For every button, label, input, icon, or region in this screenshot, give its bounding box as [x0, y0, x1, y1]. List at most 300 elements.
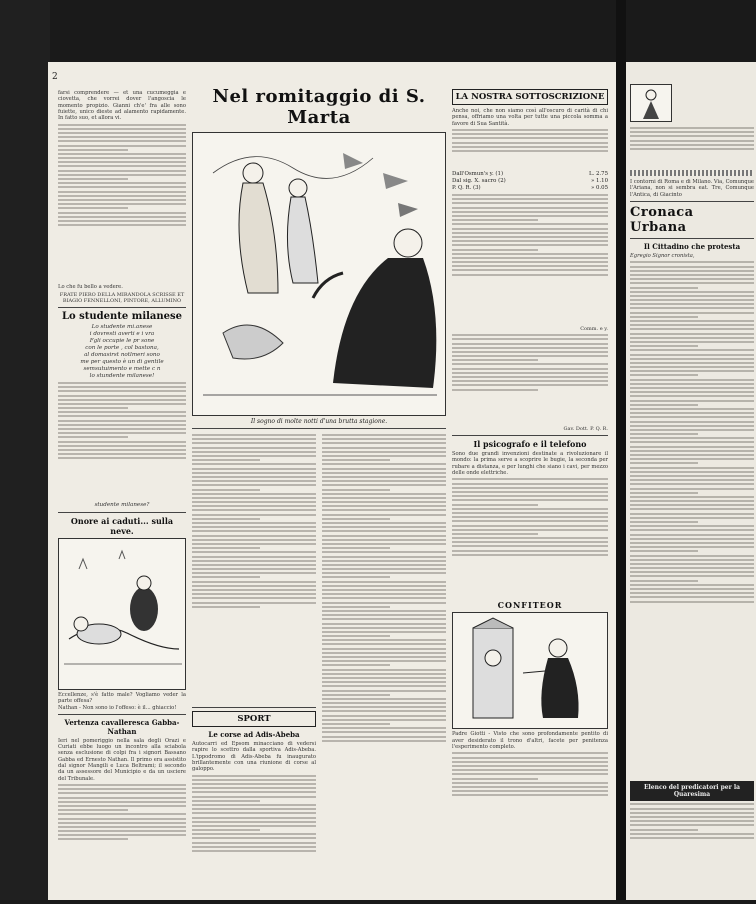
text-line: [192, 846, 316, 848]
page-number: 2: [52, 72, 58, 82]
small-figure-drawing: [631, 85, 671, 121]
text-line: [630, 287, 698, 289]
text-line: [452, 257, 608, 259]
text-line: [58, 195, 186, 197]
text-line: [630, 550, 698, 552]
cronaca-title: Cronaca Urbana: [630, 204, 694, 235]
text-line: [192, 602, 316, 604]
divider: [192, 707, 316, 708]
text-line: [452, 376, 608, 378]
middle-column: [192, 86, 446, 896]
text-line: [322, 547, 390, 549]
cartoon-illustration: [58, 538, 186, 690]
text-line: [630, 521, 698, 523]
text-line: [192, 438, 316, 440]
text-line: [192, 501, 316, 503]
text-line: [192, 539, 316, 541]
sport-heading: SPORT: [192, 711, 316, 727]
text-line: [452, 198, 608, 200]
text-line: [452, 372, 608, 374]
text-line: [630, 320, 754, 322]
text-line: [58, 182, 186, 184]
text-line: [322, 698, 446, 700]
text-line: [322, 715, 446, 717]
text-line: [322, 627, 446, 629]
text-line: [452, 508, 608, 510]
text-line: [322, 740, 446, 742]
text-line: [452, 554, 608, 556]
cartoon-title: Onore ai caduti... sulla neve.: [70, 515, 174, 536]
text-line: [452, 359, 538, 361]
text-line: [322, 652, 446, 654]
text-line: [322, 497, 446, 499]
text-line: [192, 842, 316, 844]
text-line: [452, 765, 608, 767]
cartoon-caption: Eccellenze, s'è fatto male? Vogliamo veder la parte offesa?: [58, 691, 188, 705]
text-line: [322, 463, 446, 465]
text-line: [58, 805, 186, 807]
text-line: [192, 564, 316, 566]
text-line: [630, 829, 698, 831]
text-line: [192, 585, 316, 587]
text-line: [322, 664, 390, 666]
text-line: [192, 606, 260, 608]
text-line: [192, 505, 316, 507]
text-line: [192, 547, 260, 549]
next-newspaper-page: [626, 62, 756, 900]
text-line: [630, 446, 754, 448]
cronaca-body-text: [630, 261, 754, 781]
text-line: [452, 253, 608, 255]
text-line: [322, 447, 446, 449]
text-line: [630, 833, 754, 835]
text-line: [630, 559, 754, 561]
scan-border: [0, 0, 50, 900]
text-line: [322, 556, 446, 558]
text-line: [630, 567, 754, 569]
text-line: [452, 261, 608, 263]
text-line: [452, 541, 608, 543]
text-line: [452, 499, 608, 501]
text-line: [192, 581, 316, 583]
divider: [630, 201, 754, 202]
text-line: [322, 530, 446, 532]
text-line: [452, 223, 608, 225]
newspaper-page: [48, 62, 616, 900]
text-line: [58, 124, 186, 126]
middle-text-columns: [192, 432, 446, 904]
text-line: [630, 291, 754, 293]
text-line: [192, 497, 316, 499]
text-line: [322, 581, 446, 583]
text-line: [452, 533, 538, 535]
text-line: [452, 211, 608, 213]
psycho-body-text: [452, 478, 608, 598]
text-line: [630, 563, 754, 565]
text-line: [322, 568, 446, 570]
text-line: [58, 212, 186, 214]
cronaca-subtitle: Il Cittadino che protesta: [643, 241, 741, 251]
text-line: [192, 551, 316, 553]
text-line: [452, 550, 608, 552]
text-line: [630, 144, 754, 146]
text-line: [630, 575, 754, 577]
text-line: [192, 530, 316, 532]
text-line: [58, 174, 186, 176]
text-line: [192, 825, 316, 827]
text-line: [630, 387, 754, 389]
text-line: [630, 395, 754, 397]
text-line: [322, 694, 390, 696]
text-line: [630, 337, 754, 339]
race-text: Autocarri ed Epsom minacciano di vedersi rapire lo scettro dalla sportiva Adis-Abeba. L'ippodromo di Adis-Abeba fu inaugurato brillantemente con una riunione di corse al galoppo.: [192, 741, 318, 773]
text-line: [58, 207, 128, 209]
text-line: [452, 343, 608, 345]
text-line: [452, 389, 538, 391]
text-line: [58, 428, 186, 430]
page-gutter: [616, 0, 626, 900]
text-line: [322, 723, 390, 725]
text-line: [322, 706, 446, 708]
confiteor-illustration: [452, 612, 608, 729]
text-line: [630, 416, 754, 418]
text-line: [630, 374, 698, 376]
text-line: [630, 816, 754, 818]
text-line: [58, 797, 186, 799]
text-line: [322, 648, 446, 650]
text-line: [192, 518, 260, 520]
text-line: [452, 773, 608, 775]
text-line: [630, 450, 754, 452]
text-line: [322, 635, 390, 637]
text-line: [630, 808, 754, 810]
text-line: [630, 282, 754, 284]
text-line: [322, 543, 446, 545]
dream-drawing: [193, 133, 447, 415]
text-line: [452, 782, 608, 784]
text-line: [452, 244, 608, 246]
text-line: [630, 383, 754, 385]
text-line: [630, 820, 754, 822]
text-line: [630, 580, 698, 582]
text-line: [58, 128, 186, 130]
far-right-column: [630, 84, 754, 894]
text-line: [322, 710, 446, 712]
text-line: [630, 496, 754, 498]
text-line: [452, 487, 608, 489]
letter-text-2: [452, 334, 608, 424]
cronaca-addressee: Egregio Signor cronista,: [630, 252, 695, 259]
text-line: [322, 493, 446, 495]
text-line: [322, 660, 446, 662]
text-line: [630, 362, 754, 364]
text-line: [58, 178, 128, 180]
illustration-caption: Il sogno di molte notti d'una brutta stagione.: [250, 418, 388, 425]
text-line: [192, 522, 316, 524]
text-line: [452, 790, 608, 792]
text-line: [630, 358, 754, 360]
text-line: [630, 601, 754, 603]
text-line: [58, 224, 186, 226]
text-line: [630, 592, 754, 594]
poem-text: Lo studente mi.anese i dovresti averti e i vra Fgli occupie le pr sone con le porte , col bastona, al domasirst notlmeri sono me per questo è un di gentile semsutuimento e mette c n lo stundente milanese!: [80, 323, 164, 379]
text-line: [58, 809, 128, 811]
text-line: [192, 455, 316, 457]
text-line: [58, 441, 186, 443]
text-line: [452, 215, 608, 217]
text-line: [192, 593, 316, 595]
text-line: [192, 480, 316, 482]
ad-text: I contorni di Roma e di Milano. Via, Comunque l'Ariana, non si sembra eat. Tre, Comunque l'Antica, di Giacinto: [630, 179, 756, 198]
text-line: [58, 801, 186, 803]
text-line: [58, 145, 186, 147]
text-line: [58, 407, 128, 409]
poem-body-text: [58, 382, 186, 502]
text-line: [322, 442, 446, 444]
text-line: [452, 545, 608, 547]
text-line: [58, 136, 186, 138]
text-line: [630, 140, 754, 142]
text-line: [452, 786, 608, 788]
text-line: [58, 203, 186, 205]
text-line: [630, 475, 754, 477]
text-line: [58, 220, 186, 222]
text-line: [322, 610, 446, 612]
text-line: [58, 395, 186, 397]
text-line: [58, 792, 186, 794]
text-line: [322, 451, 446, 453]
text-line: [630, 324, 754, 326]
text-line: [58, 457, 186, 459]
text-line: [630, 824, 754, 826]
text-line: [452, 529, 608, 531]
text-line: [630, 467, 754, 469]
text-line: [192, 543, 316, 545]
text-line: [322, 618, 446, 620]
text-line: [452, 334, 608, 336]
text-line: [192, 791, 316, 793]
ad-text-block: [630, 127, 754, 167]
donation-row: Dal sig. X. sacro (2) » 1.10: [452, 177, 608, 184]
psycho-title: Il psicografo e il telefono: [473, 439, 587, 450]
text-line: [630, 458, 754, 460]
text-line: [58, 165, 186, 167]
text-line: [630, 542, 754, 544]
text-line: [452, 520, 608, 522]
text-line: [630, 837, 754, 839]
text-line: [322, 505, 446, 507]
text-line: [322, 476, 446, 478]
text-line: [630, 538, 754, 540]
text-line: [452, 202, 608, 204]
subscription-intro: Anche noi, che non siamo così all'oscuro di carità di chi pensa, offriamo una volta per tutte una piccola somma a favore di Sua Santità.: [452, 108, 610, 127]
text-line: [322, 719, 446, 721]
text-line: [58, 424, 186, 426]
text-line: [630, 379, 754, 381]
text-line: [452, 761, 608, 763]
text-line: [322, 685, 446, 687]
preachers-list-box: Elenco del predicatori per la Quaresima: [630, 781, 754, 801]
text-line: [192, 463, 316, 465]
text-line: [192, 800, 260, 802]
text-line: [452, 757, 608, 759]
text-line: [630, 400, 754, 402]
text-line: [452, 236, 608, 238]
text-line: [452, 347, 608, 349]
text-line: [630, 441, 754, 443]
text-line: [452, 351, 608, 353]
text-line: [630, 546, 754, 548]
main-headline: Nel romitaggio di S. Marta: [212, 86, 426, 128]
text-line: [192, 572, 316, 574]
text-line: [630, 391, 754, 393]
divider: [58, 512, 186, 513]
text-line: [192, 434, 316, 436]
text-line: [192, 447, 316, 449]
text-line: [322, 614, 446, 616]
text-line: [322, 468, 446, 470]
text-line: [58, 838, 128, 840]
intro-body-text: [58, 124, 186, 284]
text-line: [630, 534, 754, 536]
text-line: [192, 442, 316, 444]
text-line: [58, 153, 186, 155]
text-line: [58, 830, 186, 832]
subscription-heading: LA NOSTRA SOTTOSCRIZIONE: [452, 89, 608, 105]
preachers-list-text: [630, 803, 754, 863]
text-line: [630, 513, 754, 515]
text-line: [322, 597, 446, 599]
text-line: [322, 526, 446, 528]
text-line: [322, 489, 390, 491]
divider: [452, 435, 608, 436]
text-line: [630, 508, 754, 510]
text-line: [630, 333, 754, 335]
left-column: [58, 90, 186, 895]
conclusion-text: Lo che fu bello a vedere.: [58, 283, 123, 290]
text-line: [452, 380, 608, 382]
text-line: [322, 681, 446, 683]
text-line: [192, 804, 316, 806]
text-line: [630, 529, 754, 531]
divider: [192, 428, 446, 429]
text-line: [630, 429, 754, 431]
letter-signature-1: Comm. e y.: [580, 326, 608, 333]
text-line: [58, 161, 186, 163]
text-line: [630, 345, 698, 347]
text-line: [452, 355, 608, 357]
text-line: [452, 483, 608, 485]
text-line: [58, 415, 186, 417]
text-line: [630, 299, 754, 301]
text-line: [58, 420, 186, 422]
text-line: [58, 453, 186, 455]
divider: [58, 307, 186, 308]
text-line: [452, 228, 608, 230]
text-line: [630, 349, 754, 351]
text-line: [630, 425, 754, 427]
text-line: [630, 261, 754, 263]
text-line: [58, 199, 186, 201]
text-line: [192, 468, 316, 470]
text-line: [192, 833, 316, 835]
text-line: [58, 149, 128, 151]
text-line: [192, 493, 316, 495]
middle-body-text-2: [322, 434, 446, 904]
text-line: [192, 459, 260, 461]
text-line: [452, 274, 608, 276]
text-line: [452, 219, 538, 221]
text-line: [58, 382, 186, 384]
text-line: [452, 338, 608, 340]
psycho-text: Sono due grandi invenzioni destinate a rivoluzionare il mondo: la prima serve a scoprire le bugie, la seconda per rubare a distanza, e per lunghi che siano i cavi, per mezzo delle onde elettriche.: [452, 451, 610, 477]
text-line: [58, 822, 186, 824]
text-line: [630, 295, 754, 297]
text-line: [322, 459, 390, 461]
text-line: [630, 148, 754, 150]
text-line: [452, 516, 608, 518]
cartoon-caption-reply: Nathan - Non sono io l'offeso: è il... ghiaccio!: [58, 704, 177, 711]
text-line: [58, 399, 186, 401]
text-line: [630, 366, 754, 368]
text-line: [452, 265, 608, 267]
text-line: [58, 432, 186, 434]
text-line: [192, 775, 316, 777]
letter-signature-2: Gav. Dott. P. Q. R.: [563, 426, 608, 433]
text-line: [322, 518, 390, 520]
text-line: [630, 483, 754, 485]
text-line: [322, 509, 446, 511]
text-line: [630, 303, 754, 305]
text-line: [452, 769, 608, 771]
text-line: [58, 390, 186, 392]
text-line: [630, 584, 754, 586]
text-line: [630, 588, 754, 590]
confiteor-body-text: [452, 752, 608, 822]
poem-end: studente milanese?: [94, 501, 150, 508]
text-line: [452, 537, 608, 539]
text-line: [192, 526, 316, 528]
text-line: [452, 478, 608, 480]
text-line: [630, 492, 698, 494]
confession-drawing: [453, 613, 609, 728]
right-column: [452, 86, 608, 896]
text-line: [58, 788, 186, 790]
text-line: [322, 438, 446, 440]
text-line: [452, 232, 608, 234]
text-line: [322, 656, 446, 658]
text-line: [630, 274, 754, 276]
text-line: [452, 495, 608, 497]
text-line: [58, 403, 186, 405]
article-title: Vertenza cavalleresca Gabba-Nathan: [64, 717, 180, 736]
subscription-body-text: [452, 129, 608, 169]
text-line: [322, 576, 390, 578]
text-line: [322, 572, 446, 574]
text-line: [452, 778, 538, 780]
poem-title: Lo studente milanese: [61, 310, 183, 322]
text-line: [630, 354, 754, 356]
text-line: [192, 808, 316, 810]
text-line: [452, 133, 608, 135]
text-line: [192, 779, 316, 781]
text-line: [630, 316, 698, 318]
text-line: [322, 560, 446, 562]
text-line: [322, 602, 446, 604]
text-line: [58, 445, 186, 447]
text-line: [58, 834, 186, 836]
text-line: [630, 131, 754, 133]
